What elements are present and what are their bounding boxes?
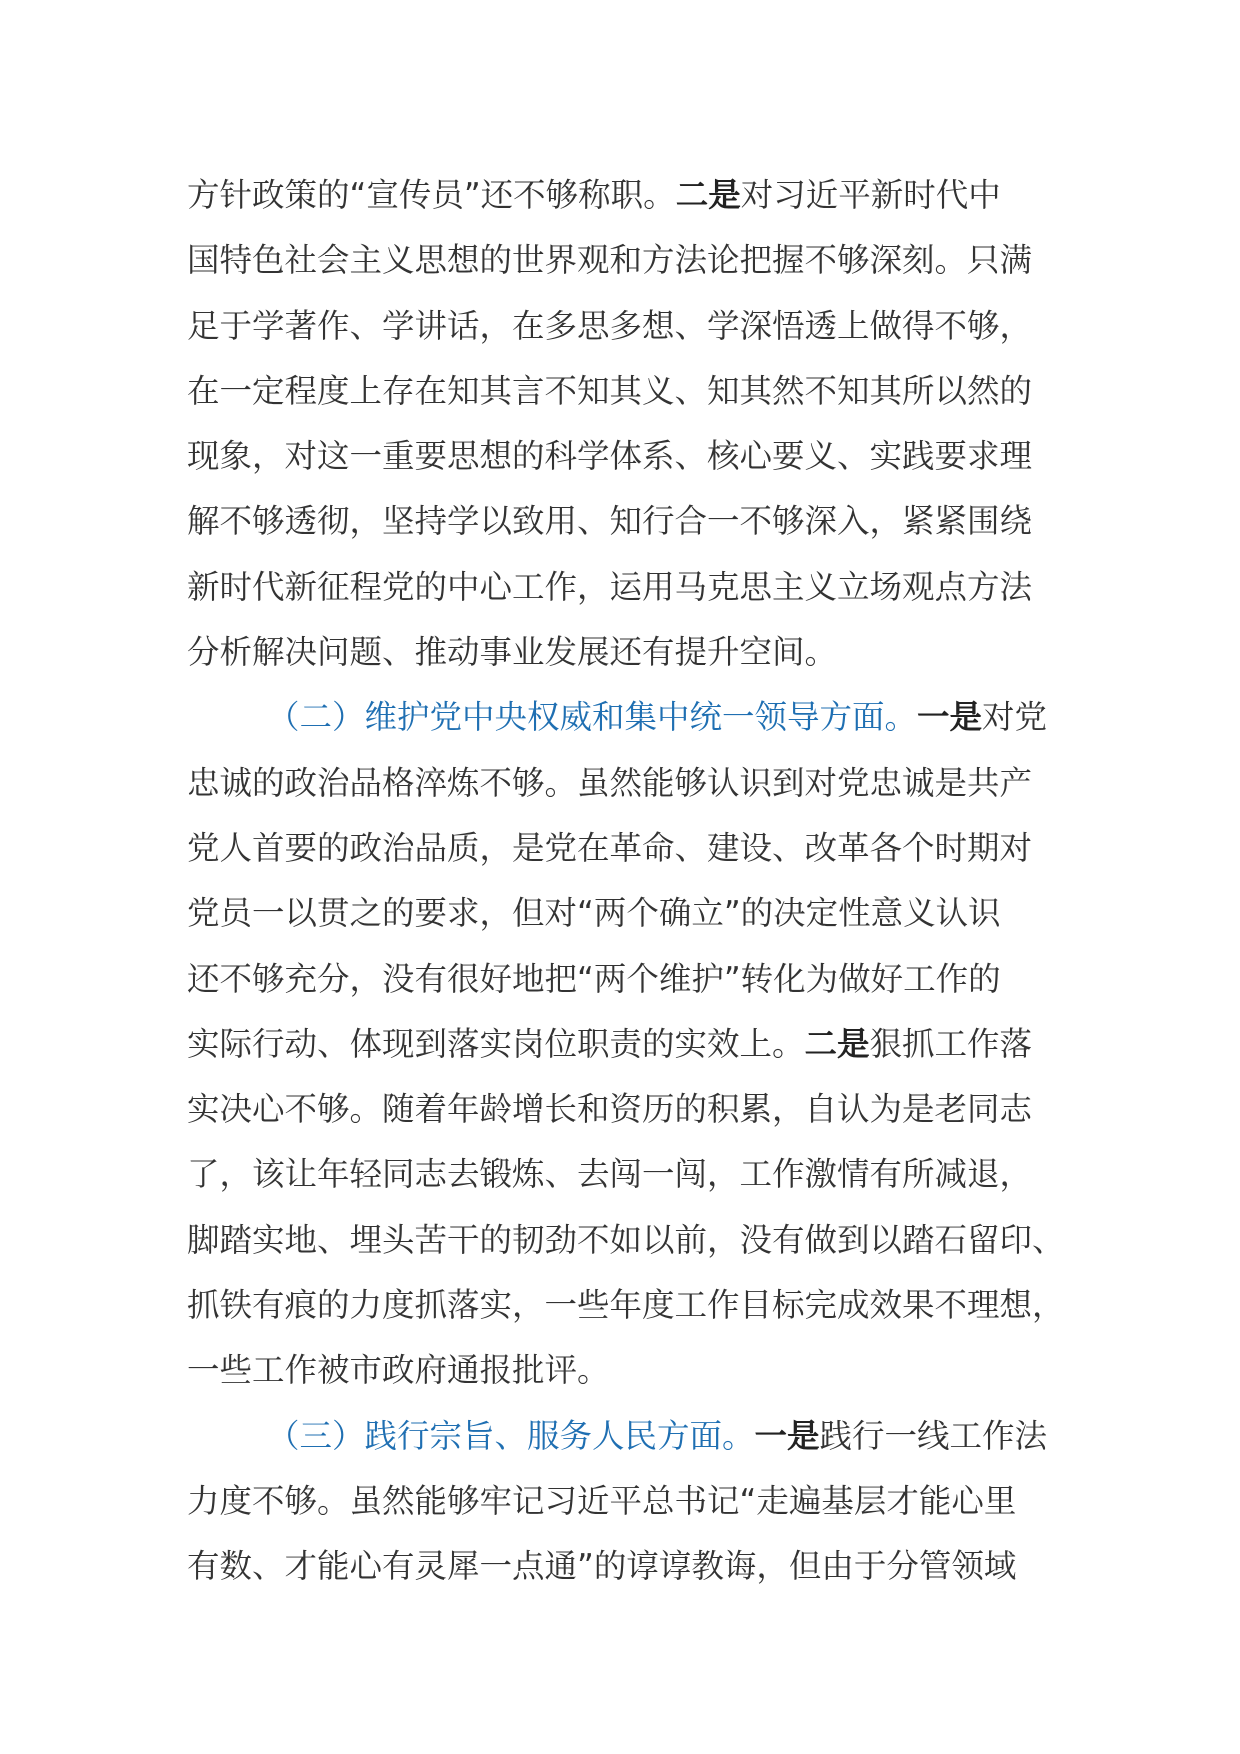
text-line: 解不够透彻，坚持学以致用、知行合一不够深入，紧紧围绕 — [187, 502, 1033, 541]
text-run: 实际行动、体现到落实岗位职责的实效上。 — [187, 1024, 805, 1063]
section-heading: （三）践行宗旨、服务人民方面。 — [267, 1416, 755, 1455]
text-line: 在一定程度上存在知其言不知其义、知其然不知其所以然的 — [187, 371, 1033, 410]
text-run: 狠抓工作落 — [869, 1024, 1033, 1063]
text-run: 方针政策的“宣传员”还不够称职。 — [187, 176, 676, 214]
emphasis-marker: 一是 — [754, 1416, 820, 1455]
text-line: 脚踏实地、埋头苦干的韧劲不如以前，没有做到以踏石留印、 — [187, 1220, 1065, 1259]
text-line: 新时代新征程党的中心工作，运用马克思主义立场观点方法 — [187, 567, 1033, 606]
text-line: 分析解决问题、推动事业发展还有提升空间。 — [187, 633, 838, 672]
text-line: 抓铁有痕的力度抓落实，一些年度工作目标完成效果不理想， — [187, 1286, 1065, 1325]
text-line — [187, 685, 1067, 750]
text-run: 践行一线工作法 — [819, 1416, 1048, 1455]
text-line — [187, 1012, 1067, 1077]
text-line: 力度不够。虽然能够牢记习近平总书记“走遍基层才能心里 — [187, 1481, 1017, 1520]
text-line: 现象，对这一重要思想的科学体系、核心要义、实践要求理 — [187, 437, 1033, 476]
text-run: 对习近平新时代中 — [740, 176, 1001, 214]
emphasis-marker: 一是 — [917, 698, 983, 737]
text-line: 了，该让年轻同志去锻炼、去闯一闯，工作激情有所减退， — [187, 1155, 1033, 1194]
section-heading: （二）维护党中央权威和集中统一领导方面。 — [267, 698, 918, 737]
text-line: 国特色社会主义思想的世界观和方法论把握不够深刻。只满 — [187, 241, 1033, 280]
text-line: 实决心不够。随着年龄增长和资历的积累，自认为是老同志 — [187, 1090, 1033, 1129]
emphasis-marker: 二是 — [675, 176, 741, 214]
text-line: 党人首要的政治品质，是党在革命、建设、改革各个时期对 — [187, 828, 1033, 867]
text-line: 足于学著作、学讲话，在多思多想、学深悟透上做得不够， — [187, 306, 1033, 345]
document-body — [187, 163, 1067, 1600]
emphasis-marker: 二是 — [804, 1024, 870, 1063]
paragraph — [187, 1404, 1067, 1600]
text-line: 还不够充分，没有很好地把“两个维护”转化为做好工作的 — [187, 959, 1001, 998]
paragraph — [187, 685, 1067, 1403]
text-line: 党员一以贯之的要求，但对“两个确立”的决定性意义认识 — [187, 894, 1001, 933]
text-line: 一些工作被市政府通报批评。 — [187, 1351, 610, 1390]
text-line — [187, 163, 1067, 228]
text-run: 对党 — [982, 698, 1048, 737]
text-line: 有数、才能心有灵犀一点通”的谆谆教诲，但由于分管领域 — [187, 1547, 1017, 1586]
paragraph — [187, 163, 1067, 685]
text-line: 忠诚的政治品格淬炼不够。虽然能够认识到对党忠诚是共产 — [187, 763, 1033, 802]
text-line — [187, 1404, 1067, 1469]
